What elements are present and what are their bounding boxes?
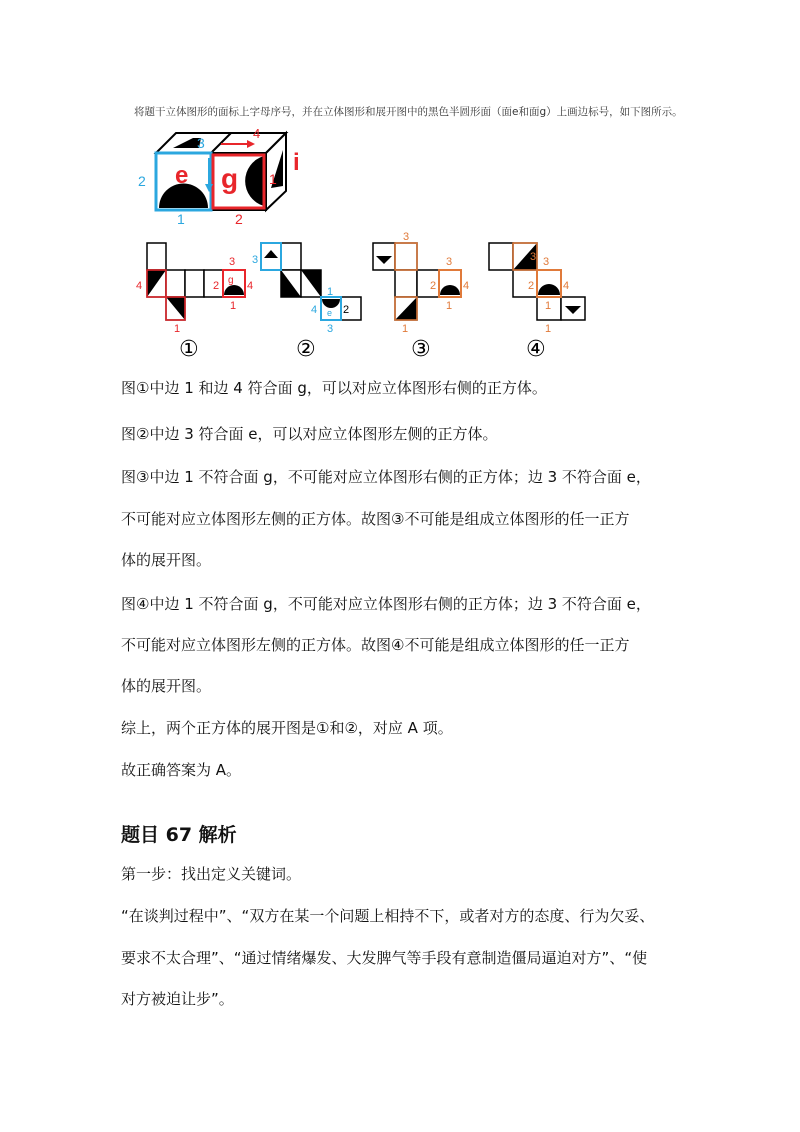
net-edge-label: 3 bbox=[543, 256, 550, 268]
net-edge-label: 1 bbox=[446, 300, 453, 312]
net-edge-label: 2 bbox=[430, 280, 437, 292]
paragraph: 图④中边 1 不符合面 g，不可能对应立体图形右侧的正方体；边 3 不符合面 e， bbox=[121, 595, 651, 613]
net-edge-label: 4 bbox=[136, 280, 143, 292]
paragraph: 不可能对应立体图形左侧的正方体。故图④不可能是组成立体图形的任一正方 bbox=[121, 636, 630, 654]
paragraph: 要求不太合理”、“通过情绪爆发、大发脾气等手段有意制造僵局逼迫对方”、“使 bbox=[121, 949, 648, 967]
paragraph: 对方被迫让步”。 bbox=[121, 990, 234, 1008]
net-edge-label: 4 bbox=[311, 304, 318, 316]
net-edge-label: 1 bbox=[545, 323, 552, 335]
net-edge-label: 3 bbox=[446, 256, 453, 268]
net-edge-label: 1 bbox=[402, 323, 409, 335]
cube-face-i-label: i bbox=[293, 149, 300, 176]
cube-edge-label: 2 bbox=[138, 173, 146, 189]
paragraph: 图③中边 1 不符合面 g，不可能对应立体图形右侧的正方体；边 3 不符合面 e， bbox=[121, 468, 651, 486]
net-edge-label: 3 bbox=[252, 254, 259, 266]
net-face-g-label: g bbox=[228, 275, 234, 286]
cube-edge-label: 4 bbox=[253, 126, 261, 141]
section-heading: 题目 67 解析 bbox=[121, 824, 237, 846]
cube-edge-label: 1 bbox=[269, 171, 277, 187]
figure-caption: 将题干立体图形的面标上字母序号，并在立体图形和展开图中的黑色半圆形面（面e和面g）上画边标号，如下图所示。 bbox=[134, 106, 683, 118]
net-number: ④ bbox=[526, 336, 546, 361]
net-face-e-label: e bbox=[327, 308, 333, 318]
net-edge-label: 4 bbox=[247, 280, 254, 292]
paragraph: 故正确答案为 A。 bbox=[121, 761, 242, 779]
net-edge-label: 1 bbox=[174, 323, 181, 335]
net-edge-label: 1 bbox=[230, 300, 237, 312]
cube-face-e-label: e bbox=[175, 162, 189, 189]
paragraph: 综上，两个正方体的展开图是①和②，对应 A 项。 bbox=[121, 719, 453, 737]
net-edge-label: 3 bbox=[403, 231, 410, 243]
net-edge-label: 4 bbox=[563, 280, 570, 292]
net-number: ② bbox=[296, 336, 316, 361]
paragraph: 图①中边 1 和边 4 符合面 g，可以对应立体图形右侧的正方体。 bbox=[121, 379, 547, 397]
net-edge-label: 4 bbox=[463, 280, 470, 292]
figure-panel bbox=[121, 98, 681, 366]
cube-edge-label: 1 bbox=[177, 211, 185, 227]
cube-edge-label: 2 bbox=[235, 211, 243, 227]
paragraph: 体的展开图。 bbox=[121, 677, 212, 695]
net-edge-label: 1 bbox=[327, 286, 334, 298]
paragraph: 图②中边 3 符合面 e，可以对应立体图形左侧的正方体。 bbox=[121, 425, 498, 443]
net-edge-label: 3 bbox=[229, 256, 236, 268]
paragraph: 不可能对应立体图形左侧的正方体。故图③不可能是组成立体图形的任一正方 bbox=[121, 510, 630, 528]
net-edge-label: 2 bbox=[343, 304, 350, 316]
net-edge-label: 3 bbox=[530, 251, 537, 263]
net-edge-label: 1 bbox=[545, 300, 552, 312]
net-edge-label: 3 bbox=[327, 323, 334, 335]
net-edge-label: 2 bbox=[213, 280, 220, 292]
paragraph: 体的展开图。 bbox=[121, 551, 212, 569]
cube-face-g-label: g bbox=[221, 163, 239, 194]
paragraph: 第一步：找出定义关键词。 bbox=[121, 865, 302, 883]
net-number: ③ bbox=[411, 336, 431, 361]
paragraph: “在谈判过程中”、“双方在某一个问题上相持不下，或者对方的态度、行为欠妥、 bbox=[121, 907, 655, 925]
cube-net-diagram bbox=[121, 98, 681, 366]
net-number: ① bbox=[179, 336, 199, 361]
net-edge-label: 2 bbox=[528, 280, 535, 292]
cube-edge-label: 3 bbox=[197, 135, 205, 151]
